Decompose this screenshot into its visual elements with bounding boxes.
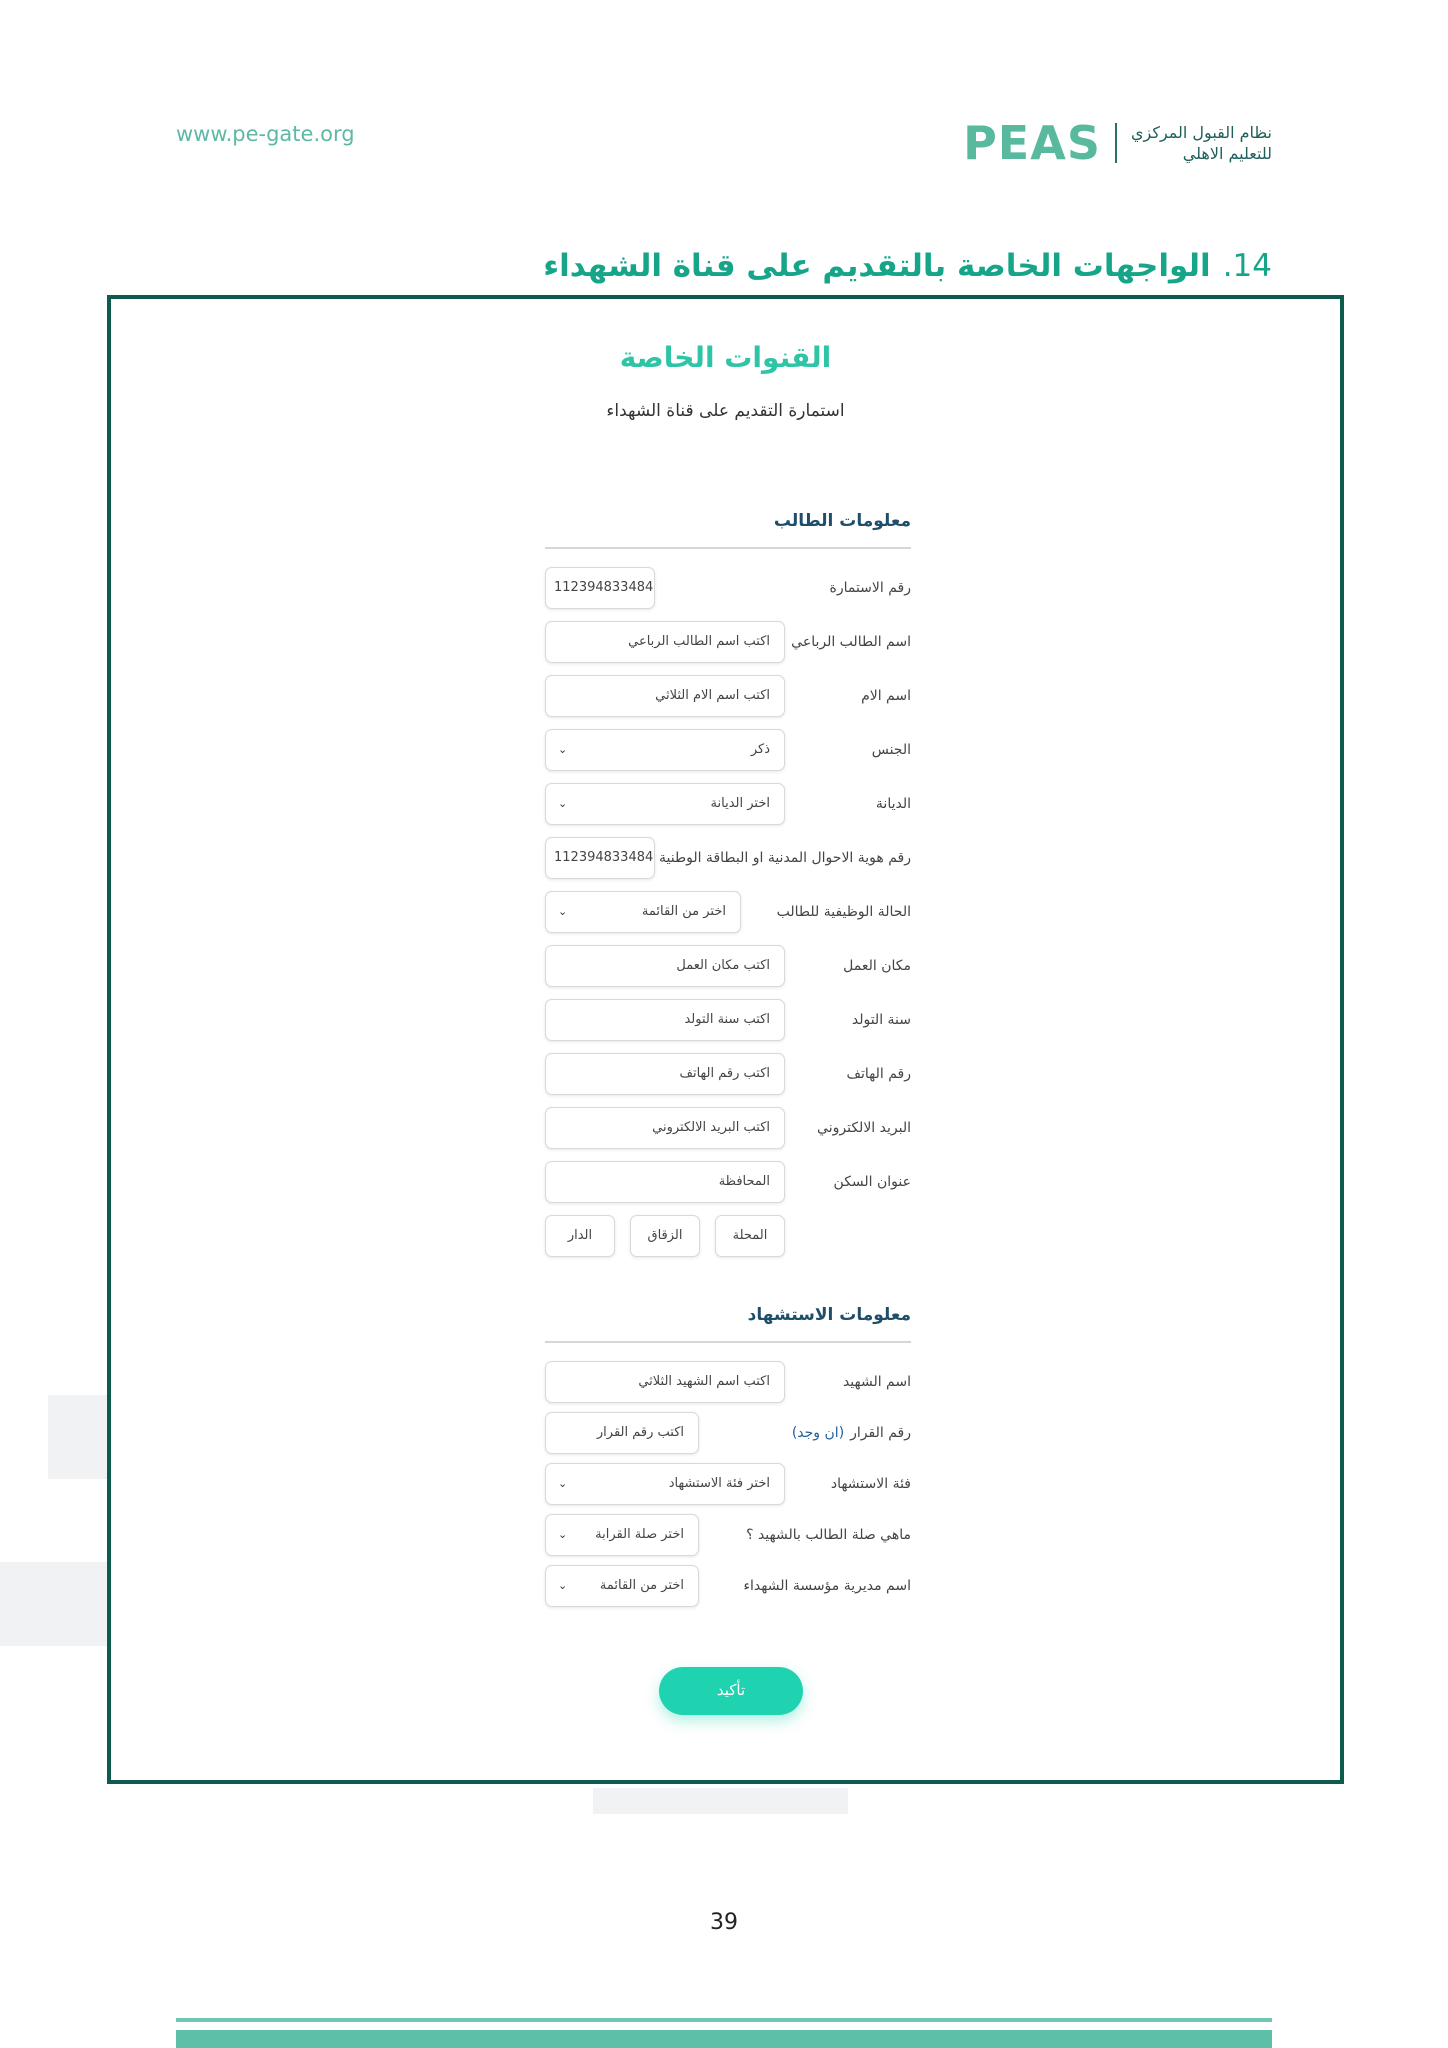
directorate-value: اختر من القائمة bbox=[599, 1578, 684, 1593]
footer-band bbox=[176, 2030, 1272, 2048]
phone-label: رقم الهاتف bbox=[846, 1066, 911, 1082]
chevron-down-icon: ⌄ bbox=[558, 1528, 568, 1541]
section-title: الواجهات الخاصة بالتقديم على قناة الشهداء bbox=[543, 248, 1211, 284]
gender-value: ذكر bbox=[750, 742, 770, 757]
mother-name-row bbox=[545, 675, 911, 717]
employment-status-select[interactable] bbox=[545, 891, 741, 933]
chevron-down-icon: ⌄ bbox=[558, 743, 568, 756]
chevron-down-icon: ⌄ bbox=[558, 1477, 568, 1490]
gender-row bbox=[545, 729, 911, 771]
form-number-field: 112394833484 bbox=[545, 567, 655, 609]
directorate-label: اسم مديرية مؤسسة الشهداء bbox=[743, 1578, 911, 1594]
decision-number-input[interactable]: اكتب رقم القرار bbox=[545, 1412, 699, 1454]
address-row bbox=[545, 1161, 911, 1203]
mother-name-label: اسم الام bbox=[861, 688, 911, 704]
employment-status-label: الحالة الوظيفية للطالب bbox=[776, 904, 911, 920]
background-artifact bbox=[0, 1562, 108, 1646]
email-row bbox=[545, 1107, 911, 1149]
employment-status-row bbox=[545, 891, 911, 933]
student-name-label: اسم الطالب الرباعي bbox=[791, 634, 911, 650]
section-divider bbox=[545, 1341, 911, 1343]
birth-year-label: سنة التولد bbox=[851, 1012, 911, 1028]
martyr-name-row bbox=[545, 1361, 911, 1403]
email-input[interactable]: اكتب البريد الالكتروني bbox=[545, 1107, 785, 1149]
gender-label: الجنس bbox=[871, 742, 911, 758]
form-title: القنوات الخاصة bbox=[619, 341, 832, 374]
section-number: 14. bbox=[1222, 248, 1272, 284]
workplace-input[interactable]: اكتب مكان العمل bbox=[545, 945, 785, 987]
birth-year-input[interactable]: اكتب سنة التولد bbox=[545, 999, 785, 1041]
religion-row bbox=[545, 783, 911, 825]
decision-number-label bbox=[792, 1425, 911, 1441]
confirm-button[interactable]: تأكيد bbox=[659, 1667, 803, 1715]
relation-label: ماهي صلة الطالب بالشهيد ؟ bbox=[746, 1527, 911, 1543]
form-number-label: رقم الاستمارة bbox=[829, 580, 911, 596]
form-subtitle: استمارة التقديم على قناة الشهداء bbox=[606, 401, 845, 421]
decision-number-note: (ان وجد) bbox=[791, 1425, 845, 1441]
student-name-row bbox=[545, 621, 911, 663]
religion-label: الديانة bbox=[875, 796, 911, 812]
peas-logo bbox=[963, 118, 1272, 168]
martyrdom-category-label: فئة الاستشهاد bbox=[830, 1476, 911, 1492]
chevron-down-icon: ⌄ bbox=[558, 1579, 568, 1592]
site-url: www.pe-gate.org bbox=[176, 122, 355, 146]
relation-select[interactable] bbox=[545, 1514, 699, 1556]
phone-input[interactable]: اكتب رقم الهاتف bbox=[545, 1053, 785, 1095]
martyr-name-label: اسم الشهيد bbox=[842, 1374, 911, 1390]
employment-status-value: اختر من القائمة bbox=[641, 904, 726, 919]
screenshot-frame bbox=[107, 295, 1344, 1784]
logo-line-1: نظام القبول المركزي bbox=[1130, 123, 1272, 142]
decision-number-label-text: رقم القرار bbox=[850, 1425, 911, 1441]
national-id-field[interactable]: 112394833484 bbox=[545, 837, 655, 879]
section-divider bbox=[545, 547, 911, 549]
martyrdom-category-select[interactable] bbox=[545, 1463, 785, 1505]
address-label: عنوان السكن bbox=[833, 1174, 911, 1190]
district-input[interactable]: المحلة bbox=[715, 1215, 785, 1257]
relation-value: اختر صلة القرابة bbox=[595, 1527, 684, 1542]
background-artifact bbox=[48, 1395, 108, 1479]
mother-name-input[interactable]: اكتب اسم الام الثلاثي bbox=[545, 675, 785, 717]
governorate-input[interactable]: المحافظة bbox=[545, 1161, 785, 1203]
phone-row bbox=[545, 1053, 911, 1095]
logo-caption bbox=[1131, 122, 1272, 164]
birth-year-row bbox=[545, 999, 911, 1041]
form-number-row bbox=[545, 567, 911, 609]
martyrdom-category-value: اختر فئة الاستشهاد bbox=[668, 1476, 770, 1491]
directorate-select[interactable] bbox=[545, 1565, 699, 1607]
alley-input[interactable]: الزقاق bbox=[630, 1215, 700, 1257]
page-number: 39 bbox=[710, 1910, 738, 1935]
martyr-info-title: معلومات الاستشهاد bbox=[747, 1305, 911, 1325]
background-artifact bbox=[593, 1788, 848, 1814]
section-heading bbox=[543, 248, 1272, 284]
workplace-label: مكان العمل bbox=[843, 958, 911, 974]
logo-word: PEAS bbox=[963, 116, 1101, 170]
chevron-down-icon: ⌄ bbox=[558, 797, 568, 810]
chevron-down-icon: ⌄ bbox=[558, 905, 568, 918]
student-name-input[interactable]: اكتب اسم الطالب الرباعي bbox=[545, 621, 785, 663]
martyrdom-category-row bbox=[545, 1463, 911, 1505]
decision-number-row bbox=[545, 1412, 911, 1454]
footer-line bbox=[176, 2018, 1272, 2022]
email-label: البريد الالكتروني bbox=[817, 1120, 911, 1136]
gender-select[interactable] bbox=[545, 729, 785, 771]
house-input[interactable]: الدار bbox=[545, 1215, 615, 1257]
religion-select[interactable] bbox=[545, 783, 785, 825]
national-id-label: رقم هوية الاحوال المدنية او البطاقة الوطنية bbox=[659, 850, 911, 866]
national-id-row bbox=[545, 837, 911, 879]
logo-line-2: للتعليم الاهلي bbox=[1182, 144, 1272, 163]
religion-value: اختر الديانة bbox=[710, 796, 770, 811]
student-info-title: معلومات الطالب bbox=[773, 511, 911, 531]
directorate-row bbox=[545, 1565, 911, 1607]
logo-separator bbox=[1115, 123, 1117, 163]
workplace-row bbox=[545, 945, 911, 987]
address-parts-row bbox=[545, 1215, 911, 1257]
martyr-name-input[interactable]: اكتب اسم الشهيد الثلاثي bbox=[545, 1361, 785, 1403]
relation-row bbox=[545, 1514, 911, 1556]
